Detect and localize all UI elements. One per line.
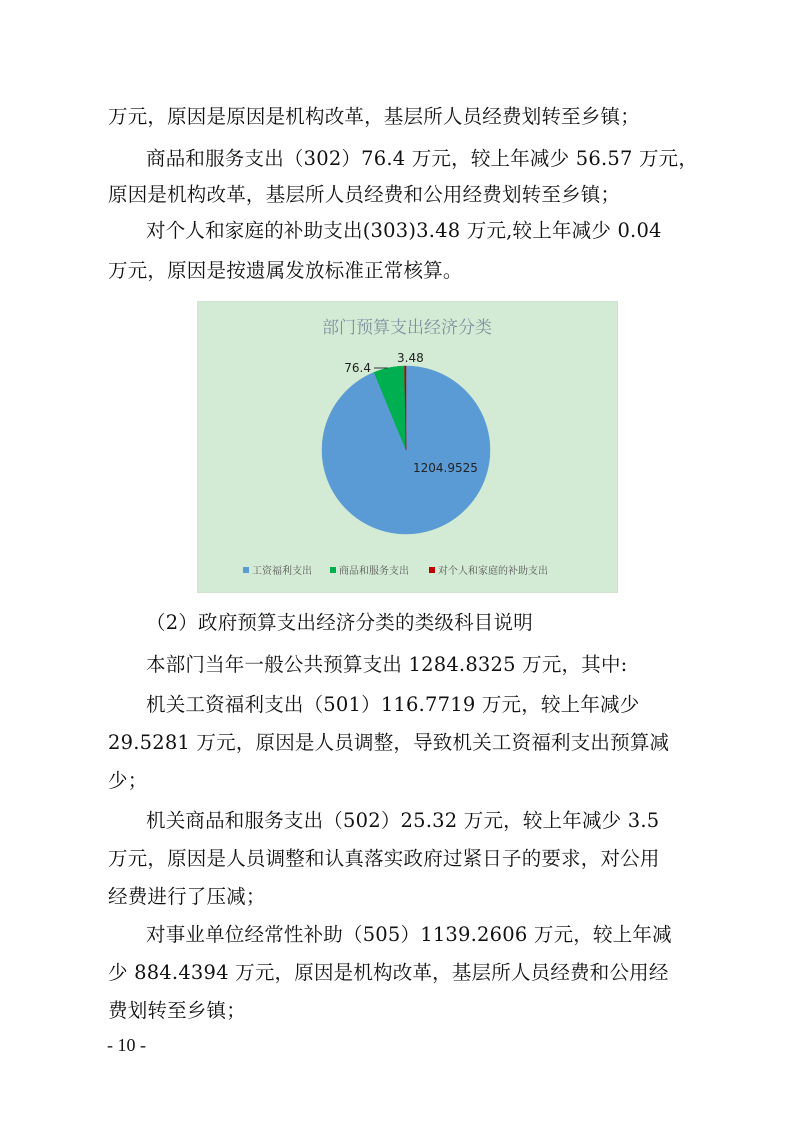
data-label-goods-services: 76.4 (344, 361, 371, 375)
legend-item-goods-services (330, 564, 409, 577)
legend-label: 工资福利支出 (252, 566, 312, 577)
legend-swatch (429, 567, 435, 573)
text-line: 万元，原因是按遗属发放标准正常核算。 (108, 259, 463, 282)
data-label-household-subsidy: 3.48 (397, 351, 424, 365)
legend-label: 对个人和家庭的补助支出 (438, 566, 548, 577)
pie-chart (198, 302, 617, 592)
text-line: 少 884.4394 万元，原因是机构改革，基层所人员经费和公用经 (108, 961, 669, 984)
text-line: 机关工资福利支出（501）116.7719 万元，较上年减少 (146, 693, 640, 716)
data-label-wages: 1204.9525 (413, 461, 478, 475)
text-line: 原因是机构改革，基层所人员经费和公用经费划转至乡镇； (108, 183, 621, 206)
text-line: 费划转至乡镇； (108, 999, 246, 1022)
text-line: 29.5281 万元，原因是人员调整，导致机关工资福利支出预算减 (108, 731, 670, 754)
legend-swatch (243, 567, 249, 573)
legend-label: 商品和服务支出 (339, 566, 409, 577)
text-line: 机关商品和服务支出（502）25.32 万元，较上年减少 3.5 (146, 809, 660, 832)
text-line: 万元，原因是原因是机构改革，基层所人员经费划转至乡镇； (108, 105, 640, 128)
text-line: 对个人和家庭的补助支出(303)3.48 万元,较上年减少 0.04 (146, 219, 662, 242)
page-number: - 10 - (107, 1035, 146, 1055)
section-heading: （2）政府预算支出经济分类的类级科目说明 (146, 611, 533, 634)
text-line: 万元，原因是人员调整和认真落实政府过紧日子的要求，对公用 (108, 847, 660, 870)
text-line: 少； (108, 769, 148, 792)
text-line: 对事业单位经常性补助（505）1139.2606 万元，较上年减 (146, 923, 672, 946)
legend-item-wages (243, 564, 312, 577)
legend-swatch (330, 567, 336, 573)
text-line: 本部门当年一般公共预算支出 1284.8325 万元，其中: (146, 653, 628, 676)
legend-item-household-subsidy (429, 564, 548, 577)
chart-title: 部门预算支出经济分类 (322, 318, 492, 338)
text-line: 经费进行了压减； (108, 885, 266, 908)
text-line: 商品和服务支出（302）76.4 万元，较上年减少 56.57 万元， (146, 147, 699, 170)
pie-chart-panel (197, 301, 618, 593)
